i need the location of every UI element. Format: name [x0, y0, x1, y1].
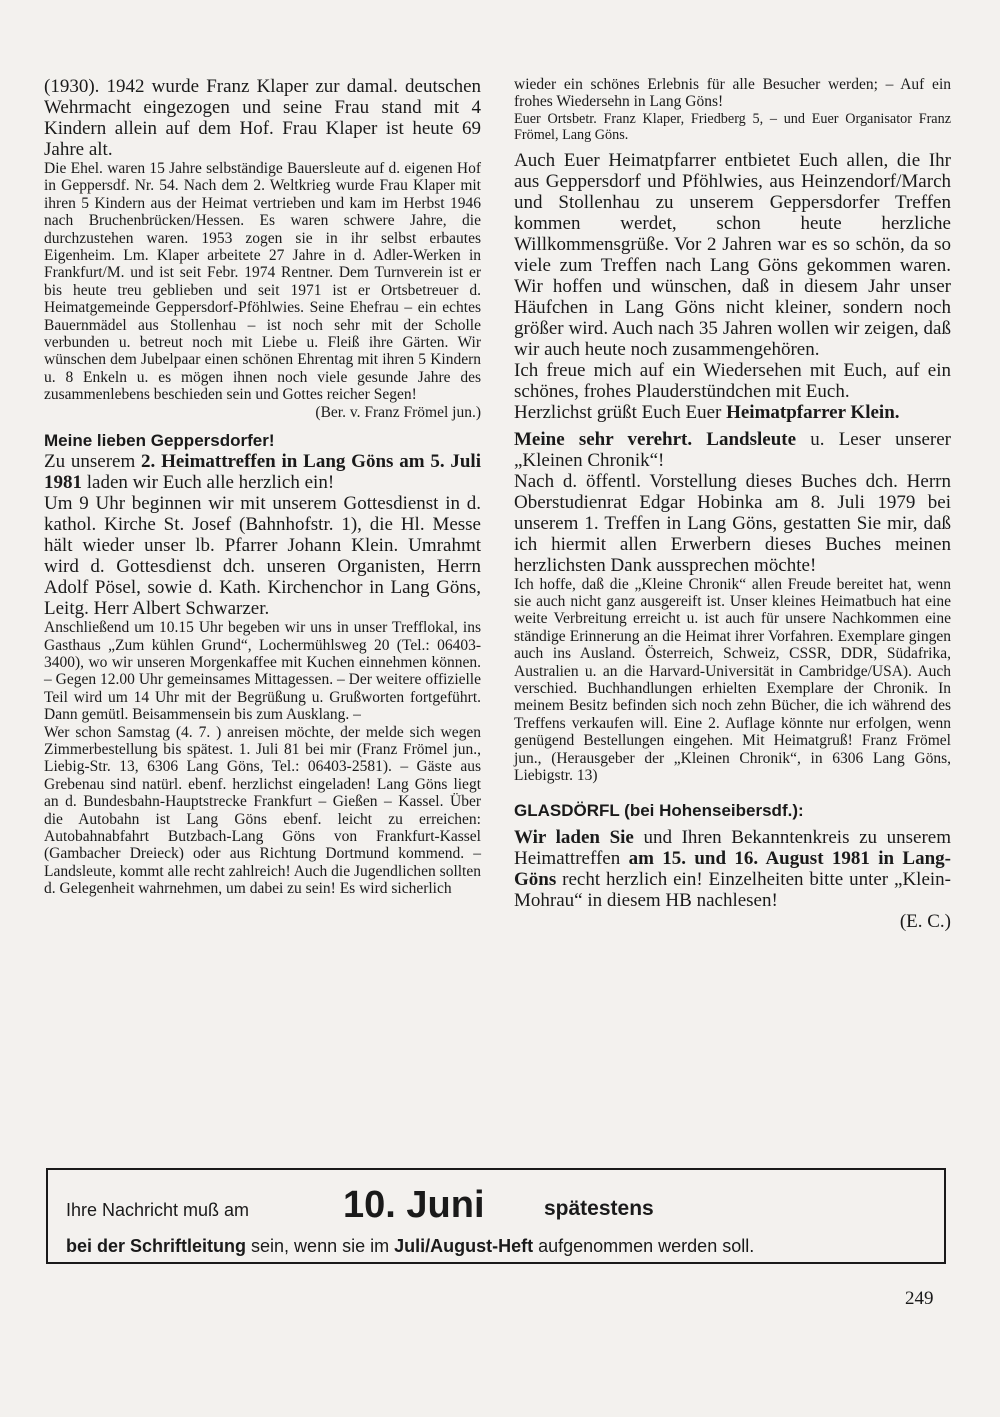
text-span: sein, wenn sie im [246, 1236, 395, 1256]
signature: Euer Ortsbetr. Franz Klaper, Friedberg 5, – und Euer Organisator Franz Frömel, Lang Göns. [514, 110, 951, 144]
bold-span: 2. Heimattreffen in Lang Göns am 5. Juli 1981 [44, 451, 481, 494]
paragraph [44, 451, 481, 493]
page-number: 249 [905, 1288, 934, 1309]
text-span: laden wir Euch alle herzlich ein! [82, 472, 335, 494]
text-span: und Ihren Bekanntenkreis zu unserem Heimattreffen [514, 826, 951, 869]
section-heading: Meine lieben Geppersdorfer! [44, 431, 275, 451]
paragraph [514, 827, 951, 911]
bold-span: Juli/August-Heft [394, 1236, 534, 1256]
left-column [44, 76, 481, 898]
signature: (E. C.) [899, 910, 951, 932]
notice-text-bold: spätestens [544, 1197, 654, 1220]
bold-span: Meine sehr verehrt. Landsleute [514, 428, 797, 450]
text-span: recht herzlich ein! Einzelheiten bitte unter „Klein-Mohrau“ in diesem HB nachlesen! [514, 868, 951, 911]
paragraph: Um 9 Uhr beginnen wir mit unserem Gottesdienst in d. kathol. Kirche St. Josef (Bahnhofstr. 1), die Hl. Messe hält wieder unser lb. Pfarrer Johann Klein. Umrahmt wird d. Gottesdienst dch. unseren Organisten, Herrn Adolf Pösel, sowie d. Kath. Kirchenchor in Lang Göns, Leitg. Herr Albert Schwarzer. [44, 493, 481, 620]
paragraph: (1930). 1942 wurde Franz Klaper zur damal. deutschen Wehrmacht eingezogen und seine Frau stand mit 4 Kindern allein auf dem Hof. Frau Klaper ist heute 69 Jahre alt. [44, 76, 481, 160]
text-span: Herzlichst grüßt Euch Euer [514, 401, 727, 423]
bold-span: am 15. und 16. August 1981 in Lang-Göns [514, 847, 951, 890]
bold-span: Heimatpfarrer Klein. [726, 401, 900, 423]
right-column [514, 76, 951, 932]
text-span: aufgenommen werden soll. [533, 1236, 755, 1256]
paragraph: Nach d. öffentl. Vorstellung dieses Buches dch. Herrn Oberstudienrat Edgar Hobinka am 8. Juli 1979 bei unserem 1. Treffen in Lang Göns, gestatten Sie mir, daß ich hiermit allen Erwerbern dieses Buches meinen herzlichsten Dank aussprechen möchte! [514, 470, 951, 576]
bold-span: Wir laden Sie [514, 826, 634, 848]
paragraph: Auch Euer Heimatpfarrer entbietet Euch allen, die Ihr aus Geppersdorf und Pföhlwies, aus Heinzendorf/March und Stollenhau zu unserem Geppersdorfer Treffen kommen werdet, schon heute herzliche Willkommensgrüße. Vor 2 Jahren war es so schön, da so viele zum Treffen nach Lang Göns gekommen waren. Wir hoffen und wünschen, daß in diesem Jahr unser Häufchen in Lang Göns nicht kleiner, sondern noch größer wird. Auch nach 35 Jahren wollen wir zeigen, daß wir auch heute noch zusammengehören. [514, 149, 951, 360]
paragraph: Ich freue mich auf ein Wiedersehen mit Euch, auf ein schönes, frohes Plauderstündchen mit Euch. [514, 359, 951, 402]
paragraph: wieder ein schönes Erlebnis für alle Besucher werden; – Auf ein frohes Wiedersehn in Lang Göns! [514, 76, 951, 111]
bold-span: bei der Schriftleitung [66, 1236, 247, 1256]
section-heading: GLASDÖRFL (bei Hohenseibersdf.): [514, 800, 804, 820]
notice-text: Ihre Nachricht muß am [66, 1200, 250, 1220]
deadline-notice-box [46, 1168, 946, 1264]
text-span: u. Leser unserer „Kleinen Chronik“! [514, 428, 952, 471]
paragraph: Ich hoffe, daß die „Kleine Chronik“ allen Freude bereitet hat, wenn sie auch nicht ganz ausgereift ist. Unser kleines Heimatbuch hat eine weite Verbreitung erreicht u. ist auch für unsere Nachkommen eine ständige Erinnerung an die Heimat ihrer Vorfahren. Exemplare gingen auch ins Ausland. Österreich, Schweiz, CSSR, DDR, Südafrika, Australien u. an die Harvard-Universität in Cambridge/USA). Auch verschied. Buchhandlungen erhielten Exemplare der Chronik. In meinem Besitz befinden sich noch zehn Bücher, die ich während des Treffens verkaufen will. Eine 2. Auflage könnte nur erfolgen, wenn genügend Bestellungen eingehen. Mit Heimatgruß! Franz Frömel jun., (Herausgeber der „Kleinen Chronik“, in 6306 Lang Göns, Liebigstr. 13) [514, 575, 951, 785]
signature: (Ber. v. Franz Frömel jun.) [315, 403, 481, 421]
text-span: Zu unserem [44, 451, 142, 473]
paragraph: Die Ehel. waren 15 Jahre selbständige Bauersleute auf d. eigenen Hof in Geppersdf. Nr. 54. Nach dem 2. Weltkrieg wurde Frau Klaper mit ihren 5 Kindern aus der Heimat vertrieben und kam im Herbst 1946 nach Bruchenbrücken/Hessen. Es waren schwere Jahre, die durchzustehen waren. 1953 zogen sie in ihr selbst erbautes Eigenheim. Lm. Klaper arbeitete 27 Jahre in d. Adler-Werken in Frankfurt/M. und ist seit Febr. 1974 Rentner. Dem Turnverein ist er bis heute treu geblieben und seit 1971 ist er Ortsbetreuer d. Heimatgemeinde Geppersdorf-Pföhlwies. Seine Ehefrau – ein echtes Bauernmädel aus Stollenhau – ist noch sehr mit der Scholle verbunden u. betreut noch mit Liebe u. Fleiß ihre Gärten. Wir wünschen dem Jubelpaar einen schönen Ehrentag mit ihren 5 Kindern u. 8 Enkeln u. es mögen ihnen noch viele gesunde Jahre des zusammenlebens beschieden sein und Gottes reicher Segen! [44, 160, 481, 404]
paragraph [514, 429, 951, 471]
paragraph: Wer schon Samstag (4. 7. ) anreisen möchte, der melde sich wegen Zimmerbestellung bis spätest. 1. Juli 81 bei mir (Franz Frömel jun., Liebig-Str. 13, 6306 Lang Göns, Tel.: 06403-2581). – Gäste aus Grebenau sind natürl. ebenf. herzlichst eingeladen! Lang Göns liegt an d. Bundesbahn-Hauptstrecke Frankfurt – Gießen – Kassel. Über die Autobahn ist Lang Göns ebenf. leicht zu erreichen: Autobahnabfahrt Butzbach-Lang Göns von Frankfurt-Kassel (Gambacher Dreieck) oder aus Richtung Dortmund kommend. – Landsleute, kommt alle recht zahlreich! Auch die Jugendlichen sollten d. Gelegenheit wahrnehmen, um dabei zu sein! Es wird sicherlich [44, 723, 481, 898]
deadline-date: 10. Juni [343, 1184, 485, 1226]
paragraph [514, 402, 951, 423]
notice-line [66, 1236, 754, 1257]
paragraph: Anschließend um 10.15 Uhr begeben wir uns in unser Trefflokal, ins Gasthaus „Zum kühlen Grund“, Lochermühlsweg 20 (Tel.: 06403-3400), wo wir unseren Morgenkaffee mit Kuchen einnehmen können. – Gegen 12.00 Uhr gemeinsames Mittagessen. – Der weitere offizielle Teil wird um 14 Uhr mit der Begrüßung u. Grußworten fortgeführt. Dann gemütl. Beisammensein bis zum Ausklang. – [44, 619, 481, 724]
